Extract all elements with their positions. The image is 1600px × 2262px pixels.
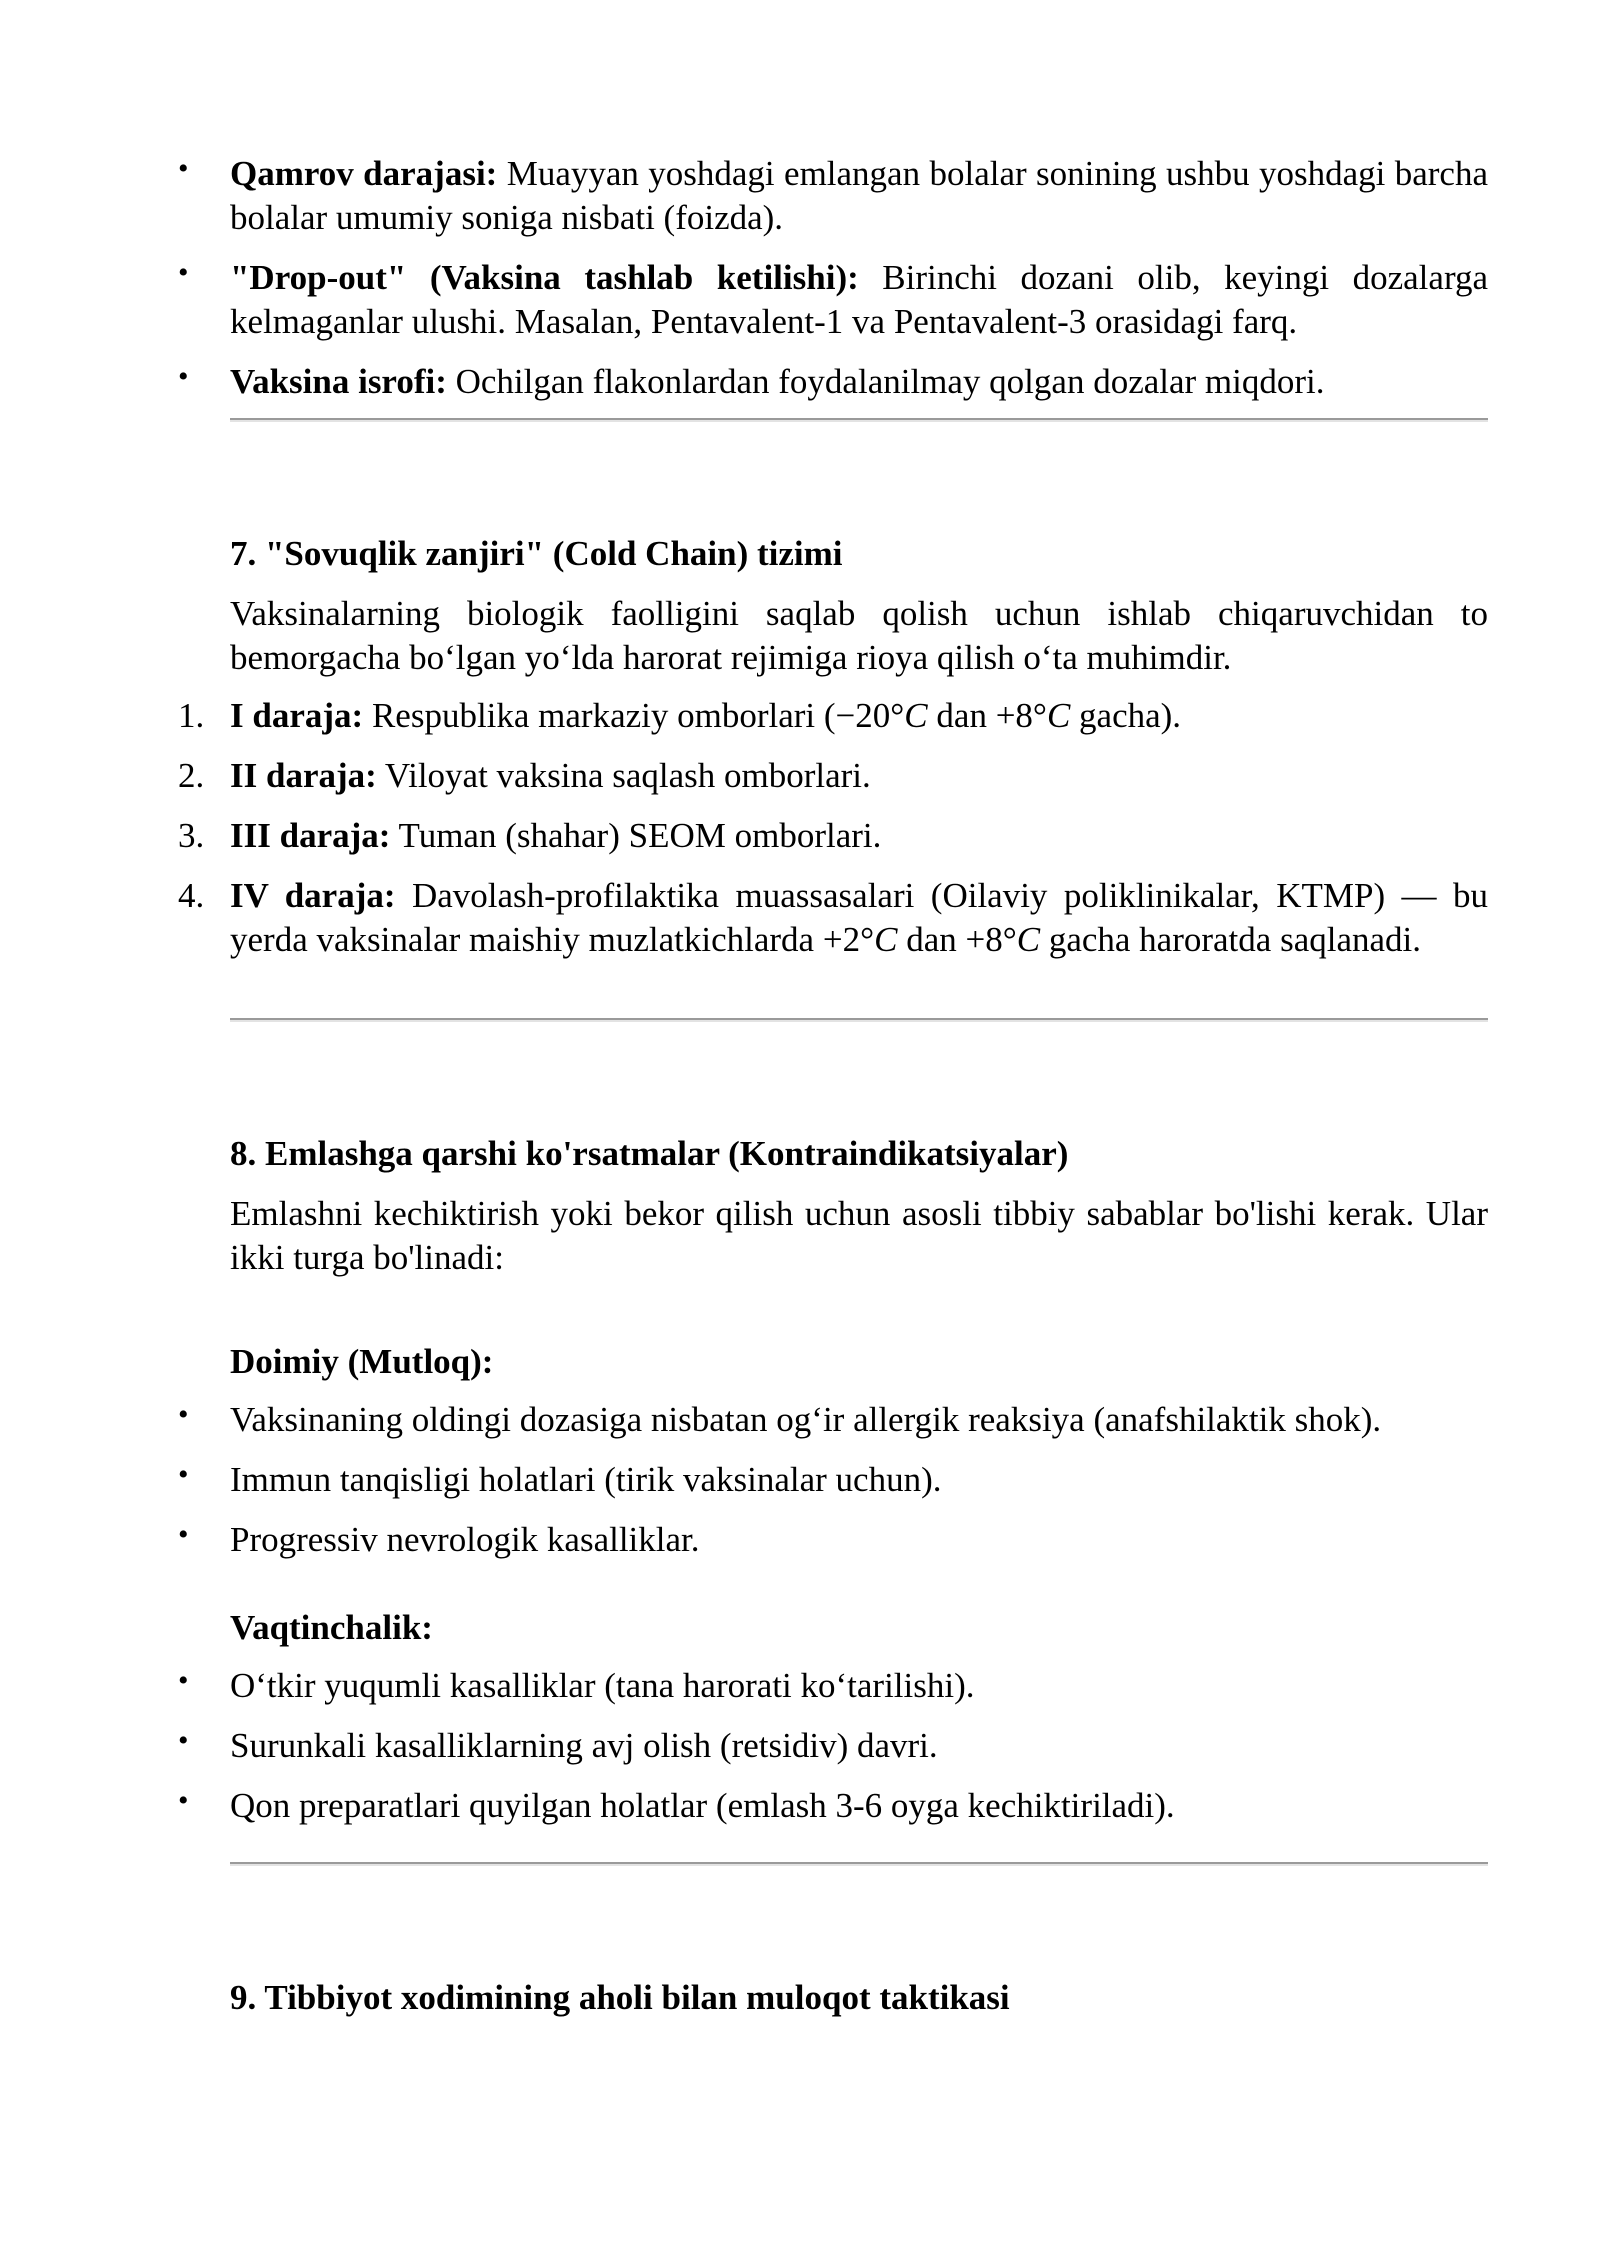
list-number: 2.: [178, 756, 205, 795]
section-9: [230, 1976, 1488, 2020]
term-label: Vaksina isrofi:: [230, 362, 447, 401]
term-description: Muayyan yoshdagi emlangan bolalar sonining ushbu yoshdagi barcha bolalar umumiy soniga nisbati (foizda).: [230, 154, 1489, 237]
list-item: 4. IV daraja: Davolash-profilaktika muassasalari (Oilaviy poliklinikalar, KTMP) — bu yerda vaksinalar maishiy muzlatkichlarda +2°C dan +8°C gacha haroratda saqlanadi.: [178, 876, 1488, 959]
list-number: 1.: [178, 696, 205, 735]
term-description: Birinchi dozani olib, keyingi dozalarga kelmaganlar ulushi. Masalan, Pentavalent-1 va Pentavalent-3 orasidagi farq.: [230, 258, 1488, 341]
term-label: Qamrov darajasi:: [230, 154, 498, 193]
list-item: [230, 256, 1488, 344]
term-description: Ochilgan flakonlardan foydalanilmay qolgan dozalar miqdori.: [446, 362, 1325, 401]
list-item: • Progressiv nevrologik kasalliklar.: [230, 1518, 1488, 1562]
list-item: • Vaksinaning oldingi dozasiga nisbatan og‘ir allergik reaksiya (anafshilaktik shok).: [230, 1398, 1488, 1442]
list-number: 4.: [178, 876, 205, 915]
section-7: [178, 532, 1488, 978]
list-item: [230, 152, 1488, 240]
indicators-section: [230, 152, 1488, 420]
list-item: 1. I daraja: Respublika markaziy omborlari (−20°C dan +8°C gacha).: [230, 694, 1488, 738]
horizontal-divider: [230, 418, 1488, 422]
indicators-list: [230, 152, 1488, 404]
horizontal-divider: [230, 1862, 1488, 1866]
term-label: "Drop-out" (Vaksina tashlab ketilishi):: [230, 258, 859, 297]
term-label: II daraja:: [230, 756, 377, 795]
term-label: I daraja:: [230, 696, 364, 735]
permanent-contraindications-list: [230, 1398, 1488, 1562]
subsection-heading: Vaqtinchalik:: [230, 1608, 433, 1647]
list-item: • Qon preparatlari quyilgan holatlar (emlash 3-6 oyga kechiktiriladi).: [230, 1784, 1488, 1828]
section-intro: Vaksinalarning biologik faolligini saqlab qolish uchun ishlab chiqaruvchidan to bemorgacha bo‘lgan yo‘lda harorat rejimiga rioya qilish o‘ta muhimdir.: [230, 594, 1488, 677]
section-heading: 9. Tibbiyot xodimining aholi bilan muloqot taktikasi: [230, 1978, 1010, 2017]
list-item: 2. II daraja: Viloyat vaksina saqlash omborlari.: [230, 754, 1488, 798]
list-item: • Immun tanqisligi holatlari (tirik vaksinalar uchun).: [230, 1458, 1488, 1502]
section-intro: Emlashni kechiktirish yoki bekor qilish uchun asosli tibbiy sabablar bo'lishi kerak. Ular ikki turga bo'linadi:: [230, 1194, 1488, 1277]
subsection-heading: Doimiy (Mutloq):: [230, 1342, 494, 1381]
temporary-contraindications-list: [230, 1664, 1488, 1828]
horizontal-divider: [230, 1018, 1488, 1022]
list-item: • Surunkali kasalliklarning avj olish (retsidiv) davri.: [230, 1724, 1488, 1768]
term-label: III daraja:: [230, 816, 391, 855]
cold-chain-levels-list: [178, 694, 1488, 962]
list-number: 3.: [178, 816, 205, 855]
section-heading: 8. Emlashga qarshi ko'rsatmalar (Kontraindikatsiyalar): [230, 1134, 1069, 1173]
term-label: IV daraja:: [230, 876, 396, 915]
section-8: [230, 1132, 1488, 1844]
section-heading: 7. "Sovuqlik zanjiri" (Cold Chain) tizimi: [230, 534, 843, 573]
list-item: [230, 360, 1488, 404]
list-item: • O‘tkir yuqumli kasalliklar (tana harorati ko‘tarilishi).: [230, 1664, 1488, 1708]
list-item: 3. III daraja: Tuman (shahar) SEOM omborlari.: [230, 814, 1488, 858]
